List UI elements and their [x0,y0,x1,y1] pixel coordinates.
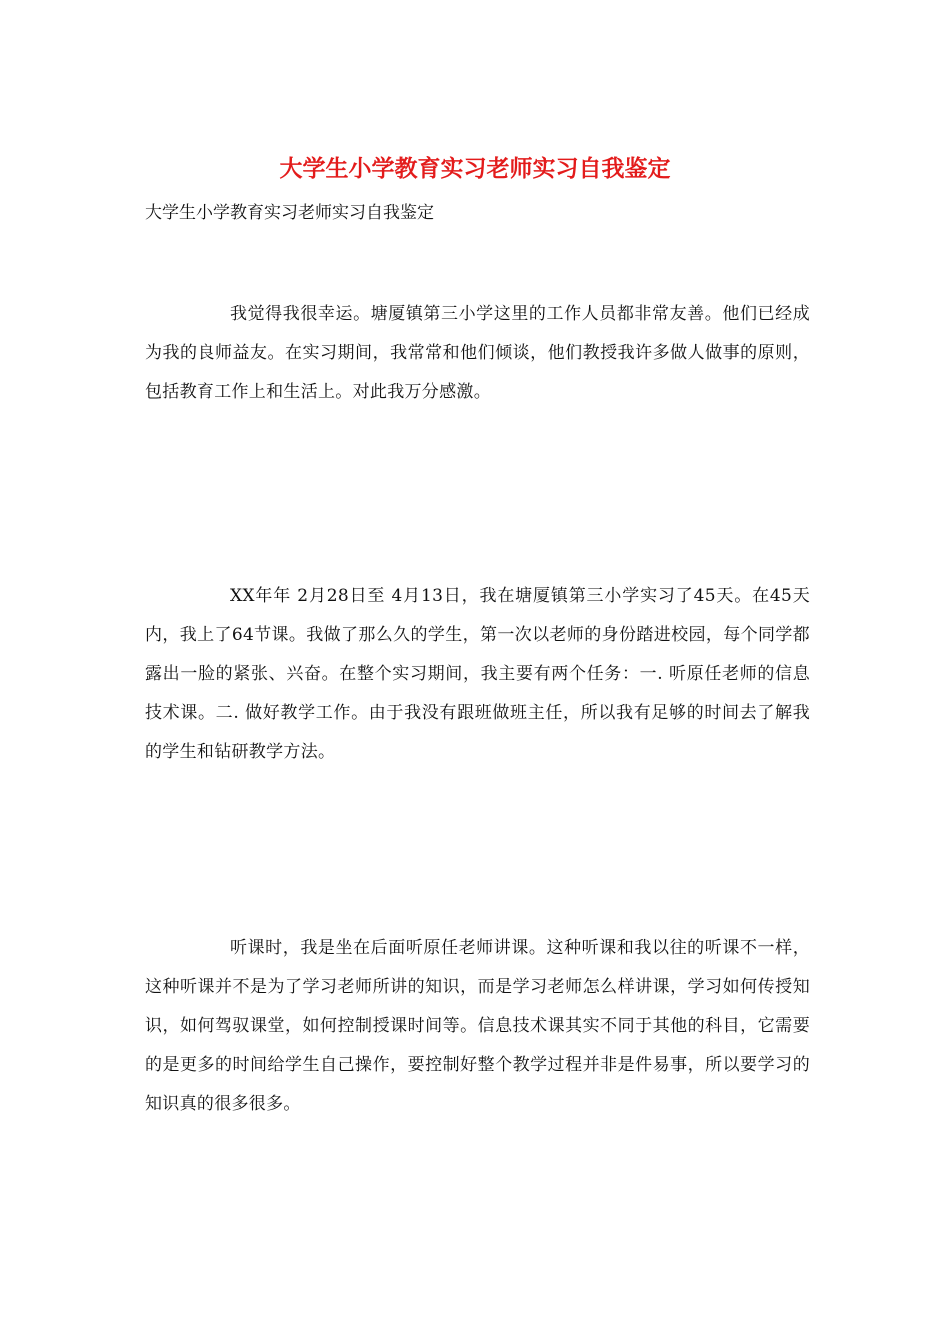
paragraph-2: XX年年 2月28日至 4月13日，我在塘厦镇第三小学实习了45天。在45天内，我上了64节课。我做了那么久的学生，第一次以老师的身份踏进校园，每个同学都露出一脸的紧张、兴奋。在整个实习期间，我主要有两个任务：一. 听原任老师的信息技术课。二. 做好教学工作。由于我没有跟班做班主任，所以我有足够的时间去了解我的学生和钻研教学方法。 [145,586,810,762]
paragraph-1: 我觉得我很幸运。塘厦镇第三小学这里的工作人员都非常友善。他们已经成为我的良师益友。在实习期间，我常常和他们倾谈，他们教授我许多做人做事的原则，包括教育工作上和生活上。对此我万分感激。 [145,304,810,402]
paragraph-3: 听课时，我是坐在后面听原任老师讲课。这种听课和我以往的听课不一样，这种听课并不是为了学习老师所讲的知识，而是学习老师怎么样讲课，学习如何传授知识，如何驾驭课堂，如何控制授课时间等。信息技术课其实不同于其他的科目，它需要的是更多的时间给学生自己操作，要控制好整个教学过程并非是件易事，所以要学习的知识真的很多很多。 [145,938,810,1114]
document-title: 大学生小学教育实习老师实习自我鉴定 [279,155,671,182]
document-subtitle: 大学生小学教育实习老师实习自我鉴定 [145,203,434,223]
